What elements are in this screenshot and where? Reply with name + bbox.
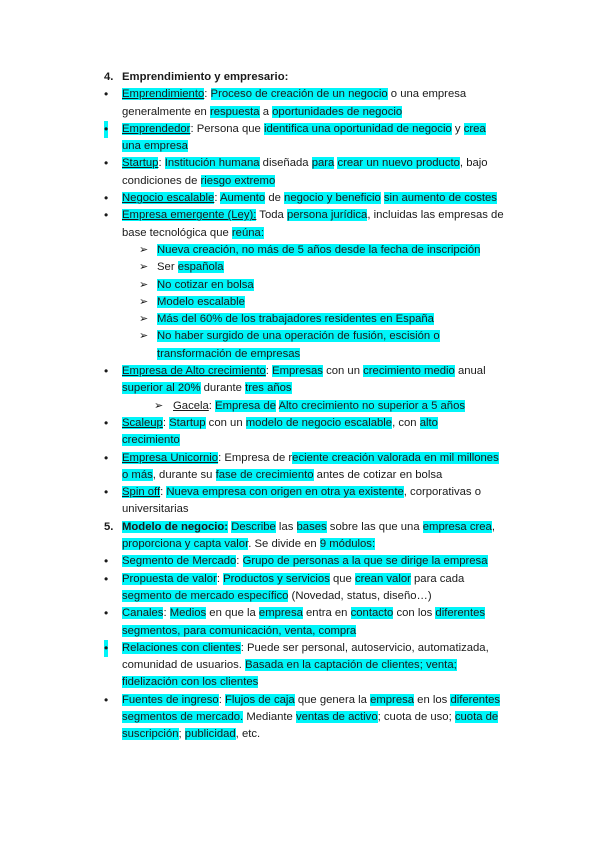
highlighted-text: Basada en la captación de clientes; venta; [245, 659, 457, 672]
highlighted-text: Aumento [219, 192, 266, 205]
highlighted-text: Empresa emergente (Ley): [122, 209, 257, 222]
bullet-item [104, 207, 516, 224]
bullet-item [104, 86, 516, 103]
highlighted-text: identifica una oportunidad de negocio [263, 122, 452, 135]
highlighted-text: Nueva empresa con origen en otra ya existente [166, 486, 404, 499]
highlighted-text: crean valor [354, 572, 411, 585]
sub-bullet-item [104, 398, 516, 415]
text-run: durante [200, 382, 246, 395]
text-run: , [491, 520, 495, 533]
sub-bullet-item [104, 277, 516, 294]
bullet-item [104, 363, 516, 380]
arrow-bullet-icon: ➢ [139, 295, 149, 308]
highlighted-text: suscripción [122, 728, 179, 741]
highlighted-text: Grupo de personas a la que se dirige la empresa [242, 555, 488, 568]
text-run: , incluidas las empresas de [367, 209, 504, 222]
continuation-line [104, 588, 516, 605]
bullet-icon: • [104, 450, 109, 465]
text-run: : [158, 157, 165, 170]
continuation-line [104, 709, 516, 726]
continuation-line [104, 173, 516, 190]
text-run: con los [393, 607, 436, 620]
bullet-item [104, 640, 516, 657]
highlighted-text: Fuentes de ingreso [122, 693, 219, 706]
highlighted-text: cuota de [454, 710, 499, 723]
bullet-icon: • [104, 208, 109, 223]
highlighted-text: Más del 60% de los trabajadores residentes en España [157, 313, 434, 326]
arrow-bullet-icon: ➢ [139, 330, 149, 343]
highlighted-text: Proceso de creación de un negocio [210, 88, 388, 101]
bullet-icon: • [104, 640, 108, 657]
highlighted-text: Spin off [122, 486, 161, 499]
highlighted-text: Productos y servicios [223, 572, 330, 585]
text-run: y [451, 122, 464, 135]
highlighted-text: riesgo extremo [200, 174, 276, 187]
highlighted-text: fase de crecimiento [215, 468, 314, 481]
text-run: : [265, 365, 273, 378]
highlighted-text: eciente creación valorada en mil millones [292, 451, 499, 464]
text-run: . Se divide en [248, 538, 320, 551]
text-run: : [218, 693, 225, 706]
text-run: : [214, 192, 220, 205]
text-run: sobre las que una [326, 520, 423, 533]
highlighted-text: respuesta [209, 105, 260, 118]
highlighted-text: Empresa de [215, 399, 276, 412]
bullet-icon: • [104, 692, 109, 707]
highlighted-text: crea [463, 122, 486, 135]
highlighted-text: alto [419, 416, 438, 429]
arrow-bullet-icon: ➢ [139, 313, 149, 326]
text-run: ; [178, 728, 185, 741]
highlighted-text: una empresa [122, 140, 188, 153]
text-run: para cada [410, 572, 465, 585]
text-run: que [329, 572, 355, 585]
highlighted-text: No haber surgido de una operación de fusión, escisión o [157, 330, 440, 343]
text-run: con un [205, 416, 246, 429]
highlighted-text: Startup [122, 157, 159, 170]
highlighted-text: empresa crea [422, 520, 492, 533]
sub-bullet-item [104, 311, 516, 328]
highlighted-text: 9 módulos: [319, 538, 376, 551]
highlighted-text: segmentos de mercado. [122, 710, 244, 723]
bullet-icon: • [104, 364, 109, 379]
text-run: Toda [256, 209, 287, 222]
text-run: ; cuota de uso; [377, 710, 455, 723]
arrow-bullet-icon: ➢ [154, 399, 164, 412]
highlighted-text: segmentos, para comunicación, venta, compra [122, 624, 357, 637]
text-run: : Persona que [190, 122, 264, 135]
highlighted-text: Canales [122, 607, 164, 620]
text-run: comunidad de usuarios. [122, 659, 246, 672]
text-run: Emprendimiento y empresario: [122, 71, 289, 83]
text-run: generalmente en [122, 105, 210, 118]
highlighted-text: crear un nuevo producto [337, 157, 460, 170]
bullet-item [104, 553, 516, 570]
highlighted-text: Alto crecimiento no superior a 5 años [278, 399, 466, 412]
arrow-bullet-icon: ➢ [139, 278, 149, 291]
text-run: con un [322, 365, 364, 378]
highlighted-text: bases [296, 520, 327, 533]
text-run: a [259, 105, 273, 118]
text-run: : [236, 555, 243, 568]
text-run: : [160, 486, 167, 499]
highlighted-text: empresa [370, 693, 415, 706]
continuation-line [104, 623, 516, 640]
continuation-line [104, 674, 516, 691]
continuation-line [104, 432, 516, 449]
text-run: en que la [206, 607, 259, 620]
highlighted-text: empresa [258, 607, 303, 620]
highlighted-text: Flujos de caja [225, 693, 295, 706]
continuation-line [104, 657, 516, 674]
highlighted-text: crecimiento [122, 434, 180, 447]
continuation-line [104, 225, 516, 242]
bullet-item [104, 450, 516, 467]
highlighted-text: fidelización con los clientes [122, 676, 259, 689]
text-run: Ser [157, 261, 178, 274]
highlighted-text: ventas de activo [295, 710, 378, 723]
highlighted-text: Scaleup [122, 416, 163, 429]
bullet-item [104, 692, 516, 709]
highlighted-text: transformación de empresas [157, 347, 301, 360]
text-run: antes de cotizar en bolsa [313, 468, 443, 481]
highlighted-text: diferentes [450, 693, 501, 706]
text-run: , durante su [152, 468, 216, 481]
bullet-icon: • [104, 554, 109, 569]
highlighted-text: Emprendedor [122, 122, 191, 135]
highlighted-text: Describe [231, 520, 276, 533]
highlighted-text: No cotizar en bolsa [157, 278, 254, 291]
highlighted-text: persona jurídica [286, 209, 368, 222]
highlighted-text: española [177, 261, 224, 274]
bullet-icon: • [104, 191, 109, 206]
highlighted-text: superior al 20% [122, 382, 201, 395]
text-run: base tecnológica que [122, 226, 232, 239]
highlighted-text: sin aumento de costes [383, 192, 497, 205]
text-run: o una empresa [387, 88, 467, 101]
notes-content [104, 69, 516, 744]
continuation-line [104, 536, 516, 553]
highlighted-text: segmento de mercado específico [122, 589, 289, 602]
text-run: : [216, 572, 224, 585]
text-run: (Novedad, status, diseño…) [288, 589, 432, 602]
continuation-line [104, 380, 516, 397]
section-heading [104, 519, 516, 536]
text-run: : Empresa de r [218, 451, 293, 464]
bullet-icon: • [104, 156, 109, 171]
highlighted-text: para [311, 157, 335, 170]
highlighted-text: contacto [350, 607, 394, 620]
highlighted-text: oportunidades de negocio [272, 105, 403, 118]
text-run: que genera la [294, 693, 371, 706]
highlighted-text: Modelo escalable [157, 295, 245, 308]
highlighted-text: Empresas [272, 365, 323, 378]
highlighted-text: Segmento de Mercado [122, 555, 237, 568]
highlighted-text: Medios [169, 607, 207, 620]
section-heading [104, 69, 516, 86]
continuation-line [104, 501, 516, 518]
text-run: las [275, 520, 297, 533]
sub-bullet-item [104, 294, 516, 311]
bullet-icon: • [104, 485, 109, 500]
sub-bullet-item [104, 242, 516, 259]
bullet-item [104, 190, 516, 207]
bullet-item [104, 484, 516, 501]
highlighted-text: Propuesta de valor [122, 572, 217, 585]
arrow-bullet-icon: ➢ [139, 261, 149, 274]
highlighted-text: Institución humana [164, 157, 260, 170]
bullet-item [104, 571, 516, 588]
text-run: en los [414, 693, 451, 706]
highlighted-text: reúna: [231, 226, 264, 239]
text-run: , bajo [459, 157, 488, 170]
sub-bullet-item [104, 328, 516, 345]
bullet-icon: • [104, 121, 108, 138]
highlighted-text: Emprendimiento [122, 88, 205, 101]
highlighted-text: Startup [169, 416, 206, 429]
section-number: 5. [104, 520, 114, 533]
highlighted-text: proporciona y capta valor [122, 538, 249, 551]
highlighted-text: tres años [245, 382, 292, 395]
text-run: de [265, 192, 285, 205]
bullet-icon: • [104, 606, 109, 621]
text-run: entra en [302, 607, 351, 620]
continuation-line [104, 104, 516, 121]
bullet-item [104, 605, 516, 622]
arrow-bullet-icon: ➢ [139, 243, 149, 256]
bullet-item [104, 155, 516, 172]
text-run: : [204, 88, 211, 101]
continuation-line [104, 138, 516, 155]
highlighted-text: crecimiento medio [363, 365, 455, 378]
text-run: , corporativas o [403, 486, 481, 499]
highlighted-text: diferentes [435, 607, 486, 620]
text-run: Mediante [243, 710, 296, 723]
bullet-item [104, 415, 516, 432]
highlighted-text: publicidad [184, 728, 236, 741]
highlighted-text: Empresa Unicornio [122, 451, 219, 464]
text-run: , etc. [235, 728, 261, 741]
text-run: condiciones de [122, 174, 201, 187]
text-run: : [163, 607, 170, 620]
sub-bullet-item [104, 259, 516, 276]
text-run: , con [392, 416, 420, 429]
highlighted-text: Modelo de negocio: [122, 520, 229, 533]
text-run: : [208, 399, 216, 412]
text-run: : Puede ser personal, autoservicio, automatizada, [240, 641, 489, 654]
highlighted-text: modelo de negocio escalable [245, 416, 393, 429]
highlighted-text: Relaciones con clientes [122, 641, 241, 654]
text-run: anual [454, 365, 486, 378]
continuation-line [104, 726, 516, 743]
continuation-line [104, 467, 516, 484]
text-run: universitarias [122, 503, 189, 516]
highlighted-text: Nueva creación, no más de 5 años desde la fecha de inscripción [157, 243, 481, 256]
section-number: 4. [104, 71, 114, 83]
bullet-icon: • [104, 571, 109, 586]
bullet-item [104, 121, 516, 138]
highlighted-text: o más [122, 468, 153, 481]
text-run: Gacela [173, 399, 209, 412]
bullet-icon: • [104, 87, 109, 102]
bullet-icon: • [104, 415, 109, 430]
text-run: diseñada [259, 157, 312, 170]
highlighted-text: Negocio escalable [122, 192, 215, 205]
continuation-line [104, 346, 516, 363]
highlighted-text: Empresa de Alto crecimiento [122, 365, 266, 378]
text-run: : [162, 416, 170, 429]
highlighted-text: negocio y beneficio [284, 192, 381, 205]
